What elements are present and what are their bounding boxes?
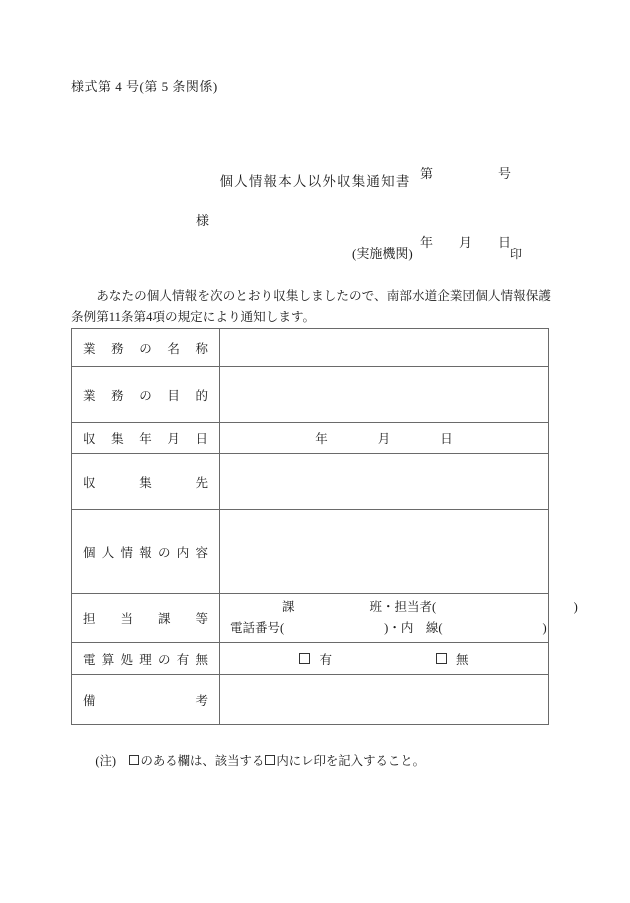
row-label-personal-info-content: 個人情報の内容: [72, 510, 220, 594]
table-row: [72, 367, 549, 423]
page-title: 個人情報本人以外収集通知書: [219, 174, 411, 189]
body-paragraph: あなたの個人情報を次のとおり収集しましたので、南部水道企業団個人情報保護条例第11条第4項の規定により通知します。: [71, 289, 551, 324]
row-value-computer-processing: [220, 643, 549, 675]
table-row: [72, 510, 549, 594]
row-value-collection-date[interactable]: [220, 423, 549, 454]
footer-note: [83, 736, 425, 784]
checkbox-icon: [265, 755, 275, 765]
row-label-collection-source: 収集先: [72, 454, 220, 510]
row-value-collection-source[interactable]: [220, 454, 549, 510]
row-value-personal-info-content[interactable]: [220, 510, 549, 594]
row-value-business-name[interactable]: [220, 329, 549, 367]
document-number-block: [420, 116, 511, 300]
checkbox-option-no[interactable]: [436, 650, 469, 668]
note-suffix: 内にレ印を記入すること。: [276, 754, 426, 768]
checkbox-option-yes[interactable]: [299, 650, 332, 668]
issuer-row: [352, 243, 522, 262]
contact-lines: [230, 594, 578, 642]
table-row: [72, 594, 549, 643]
addressee-honorific: 様: [196, 213, 210, 228]
checkbox-icon[interactable]: [436, 653, 447, 664]
row-label-business-purpose: 業務の目的: [72, 367, 220, 423]
seal-icon: 印: [509, 247, 522, 261]
notification-table: [71, 328, 578, 725]
document-number-label: 第 号: [420, 166, 512, 181]
checkbox-label-no: 無: [456, 652, 469, 667]
row-label-computer-processing: 電算処理の有無: [72, 643, 220, 675]
computer-processing-options: [230, 650, 538, 668]
row-label-remarks: 備考: [72, 675, 220, 725]
row-label-business-name: 業務の名称: [72, 329, 220, 367]
row-value-remarks[interactable]: [220, 675, 549, 725]
table-row: [72, 329, 549, 367]
document-date-label: 年 月 日: [420, 235, 512, 250]
note-prefix: (注): [95, 754, 129, 768]
note-middle: のある欄は、該当する: [140, 754, 265, 768]
contact-section-line: 課 班・担当者( ): [282, 600, 578, 614]
row-label-collection-date: 収集年月日: [72, 423, 220, 454]
collection-date-placeholder: 年 月 日: [315, 432, 453, 446]
table-row: [72, 675, 549, 725]
checkbox-label-yes: 有: [319, 652, 332, 667]
checkbox-icon[interactable]: [299, 653, 310, 664]
contact-phone-line: 電話番号( )・内 線( ): [230, 621, 547, 635]
row-value-business-purpose[interactable]: [220, 367, 549, 423]
form-code: 様式第 4 号(第 5 条関係): [71, 79, 218, 94]
table-row: [72, 454, 549, 510]
row-label-responsible-section: 担当課等: [72, 594, 220, 643]
row-value-responsible-section[interactable]: [220, 594, 578, 643]
table-row: [72, 643, 549, 675]
checkbox-icon: [129, 755, 139, 765]
table-row: [72, 423, 549, 454]
issuer-label: (実施機関): [352, 246, 413, 261]
